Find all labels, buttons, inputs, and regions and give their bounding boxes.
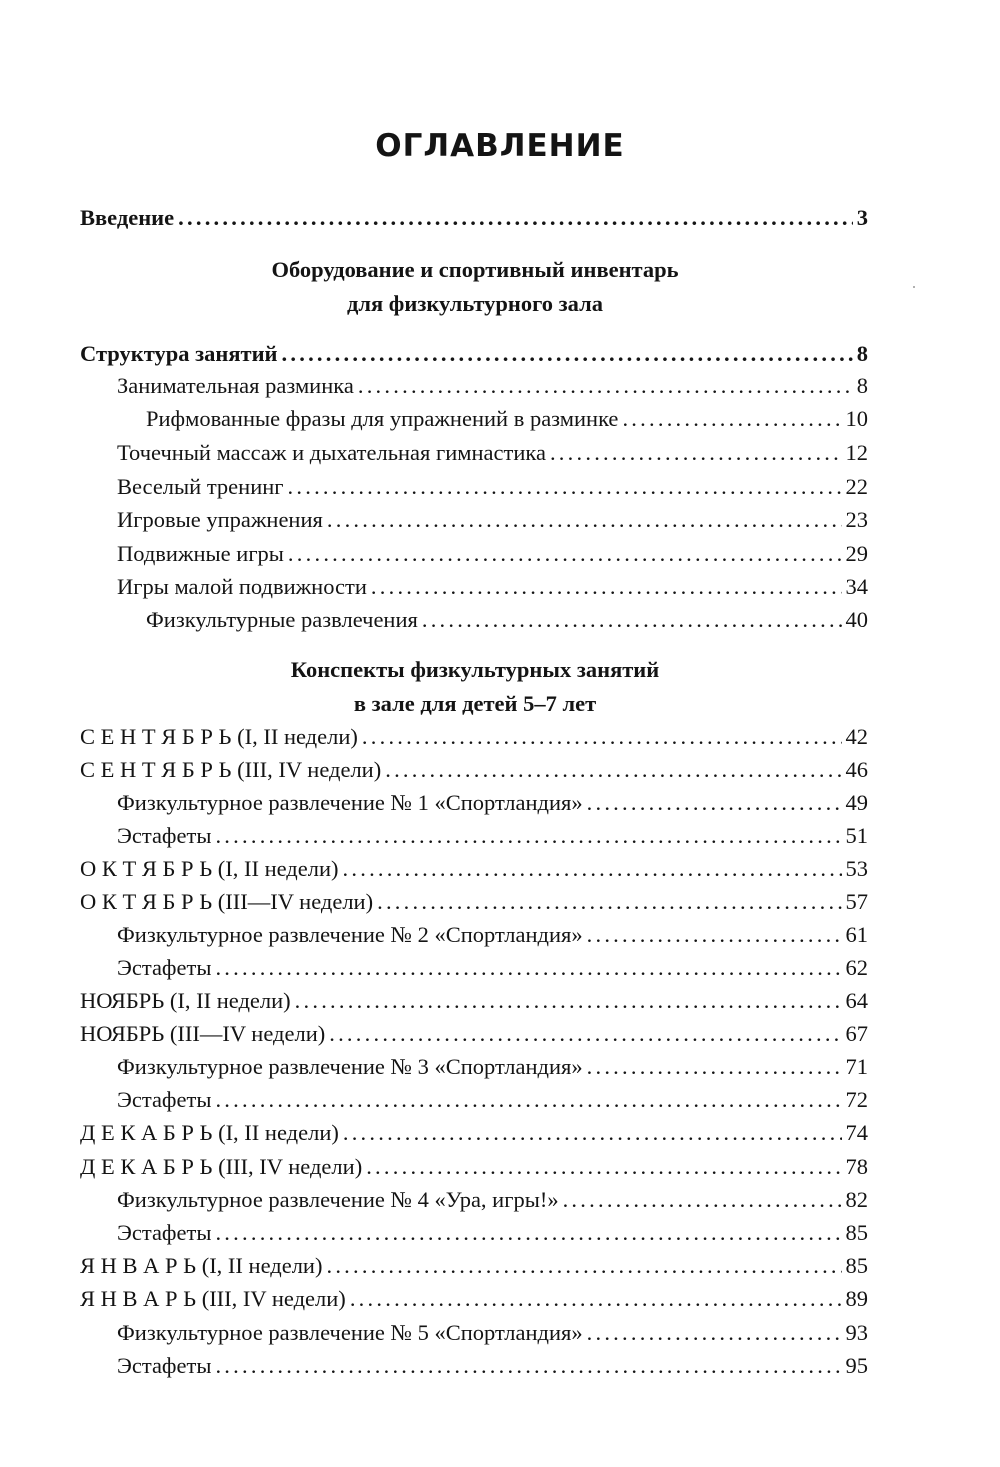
toc-entry[interactable] — [80, 1116, 868, 1150]
toc-page-number: 46 — [845, 757, 868, 782]
toc-entry-label: Физкультурные развлечения — [146, 607, 418, 632]
toc-page-number: 49 — [845, 790, 868, 815]
toc-page-number: 29 — [845, 541, 868, 566]
toc-entry-label: Физкультурное развлечение № 3 «Спортландия» — [117, 1054, 583, 1079]
toc-entry-label: Физкультурное развлечение № 2 «Спортландия» — [117, 922, 583, 947]
dot-leader — [350, 1282, 842, 1316]
section-heading-equipment-line1: Оборудование и спортивный инвентарь — [271, 257, 679, 282]
toc-entry[interactable] — [80, 1017, 868, 1051]
toc-entry-label: Я Н В А Р Ь (I, II недели) — [80, 1253, 323, 1278]
page-title: ОГЛАВЛЕНИЕ — [375, 128, 625, 164]
dot-leader — [329, 1017, 841, 1051]
toc-page-number: 12 — [845, 440, 868, 465]
dot-leader — [587, 1050, 842, 1084]
dot-leader — [282, 337, 853, 371]
toc-page-number: 93 — [845, 1320, 868, 1345]
toc-entry-label: С Е Н Т Я Б Р Ь (III, IV недели) — [80, 757, 382, 782]
toc-entry[interactable] — [117, 786, 868, 820]
dot-leader — [215, 1216, 841, 1250]
dot-leader — [178, 201, 853, 235]
toc-page-number: 42 — [845, 724, 868, 749]
toc-entry[interactable] — [117, 1316, 868, 1350]
section-heading-plans-line2: в зале для детей 5–7 лет — [353, 691, 597, 716]
toc-entry-label: Эстафеты — [117, 1220, 212, 1245]
toc-entry[interactable] — [80, 885, 868, 919]
dot-leader — [215, 1083, 841, 1117]
toc-entry-label: О К Т Я Б Р Ь (III—IV недели) — [80, 889, 374, 914]
toc-page-number: 74 — [845, 1120, 868, 1145]
toc-entry[interactable] — [117, 1349, 868, 1383]
toc-entry-label: Д Е К А Б Р Ь (I, II недели) — [80, 1120, 339, 1145]
print-speck — [913, 286, 915, 288]
toc-page-number: 3 — [856, 205, 868, 230]
toc-entry-label: Подвижные игры — [117, 541, 284, 566]
section-heading-equipment-line2: для физкультурного зала — [346, 291, 603, 316]
toc-entry-label: Эстафеты — [117, 955, 212, 980]
dot-leader — [371, 570, 842, 604]
toc-entry[interactable] — [80, 337, 868, 371]
toc-page-number: 10 — [845, 406, 868, 431]
toc-entry-label: Физкультурное развлечение № 4 «Ура, игры!» — [117, 1187, 559, 1212]
toc-entry[interactable] — [117, 570, 868, 604]
toc-page-number: 82 — [845, 1187, 868, 1212]
dot-leader — [385, 753, 841, 787]
toc-entry-label: Структура занятий — [80, 341, 278, 366]
toc-entry-label: Игровые упражнения — [117, 507, 323, 532]
toc-entry[interactable] — [80, 1282, 868, 1316]
toc-entry[interactable] — [117, 951, 868, 985]
toc-page-number: 61 — [845, 922, 868, 947]
toc-entry-label: НОЯБРЬ (III—IV недели) — [80, 1021, 326, 1046]
toc-entry[interactable] — [80, 720, 868, 754]
toc-page-number: 23 — [845, 507, 868, 532]
toc-entry-label: Веселый тренинг — [117, 474, 284, 499]
toc-page-number: 57 — [845, 889, 868, 914]
dot-leader — [295, 984, 842, 1018]
toc-page-number: 8 — [856, 373, 868, 398]
toc-entry[interactable] — [146, 402, 868, 436]
toc-entry[interactable] — [146, 603, 868, 637]
toc-page-number: 67 — [845, 1021, 868, 1046]
dot-leader — [343, 852, 842, 886]
toc-entry[interactable] — [117, 918, 868, 952]
toc-entry-intro[interactable] — [80, 201, 868, 235]
dot-leader — [215, 951, 841, 985]
toc-entry-label: Я Н В А Р Ь (III, IV недели) — [80, 1286, 346, 1311]
dot-leader — [587, 1316, 842, 1350]
toc-page-number: 95 — [845, 1353, 868, 1378]
toc-entry-label: Рифмованные фразы для упражнений в разминке — [146, 406, 619, 431]
toc-page-number: 89 — [845, 1286, 868, 1311]
dot-leader — [550, 436, 842, 470]
toc-entry[interactable] — [117, 1216, 868, 1250]
dot-leader — [215, 1349, 841, 1383]
dot-leader — [422, 603, 842, 637]
dot-leader — [215, 819, 841, 853]
dot-leader — [377, 885, 841, 919]
toc-page-number: 62 — [845, 955, 868, 980]
toc-entry-label: НОЯБРЬ (I, II недели) — [80, 988, 291, 1013]
dot-leader — [343, 1116, 842, 1150]
toc-page-number: 8 — [856, 341, 868, 366]
toc-entry[interactable] — [117, 1183, 868, 1217]
toc-entry[interactable] — [117, 369, 868, 403]
toc-entry-label: Введение — [80, 205, 175, 230]
toc-entry-label: Физкультурное развлечение № 5 «Спортландия» — [117, 1320, 583, 1345]
toc-page-number: 78 — [845, 1154, 868, 1179]
toc-page-number: 40 — [845, 607, 868, 632]
toc-entry[interactable] — [117, 470, 868, 504]
toc-page-number: 72 — [845, 1087, 868, 1112]
toc-entry-label: Физкультурное развлечение № 1 «Спортландия» — [117, 790, 583, 815]
dot-leader — [622, 402, 841, 436]
dot-leader — [362, 720, 842, 754]
toc-page-number: 51 — [845, 823, 868, 848]
toc-entry-label: Эстафеты — [117, 1087, 212, 1112]
toc-page-number: 34 — [845, 574, 868, 599]
toc-entry[interactable] — [117, 1083, 868, 1117]
toc-entry-label: Занимательная разминка — [117, 373, 354, 398]
toc-entry-label: Д Е К А Б Р Ь (III, IV недели) — [80, 1154, 363, 1179]
toc-entry[interactable] — [117, 503, 868, 537]
dot-leader — [587, 786, 842, 820]
toc-entry[interactable] — [117, 819, 868, 853]
toc-page-number: 53 — [845, 856, 868, 881]
toc-page-number: 71 — [845, 1054, 868, 1079]
dot-leader — [326, 1249, 841, 1283]
toc-entry[interactable] — [80, 1150, 868, 1184]
toc-page-number: 85 — [845, 1253, 868, 1278]
toc-entry-label: Эстафеты — [117, 1353, 212, 1378]
dot-leader — [563, 1183, 842, 1217]
dot-leader — [358, 369, 853, 403]
dot-leader — [288, 537, 842, 571]
toc-entry[interactable] — [117, 436, 868, 470]
toc-entry-label: Точечный массаж и дыхательная гимнастика — [117, 440, 546, 465]
toc-entry-label: С Е Н Т Я Б Р Ь (I, II недели) — [80, 724, 358, 749]
toc-entry[interactable] — [80, 984, 868, 1018]
toc-entry-label: О К Т Я Б Р Ь (I, II недели) — [80, 856, 339, 881]
toc-entry[interactable] — [80, 852, 868, 886]
dot-leader — [288, 470, 842, 504]
dot-leader — [587, 918, 842, 952]
toc-page-number: 22 — [845, 474, 868, 499]
toc-entry[interactable] — [80, 1249, 868, 1283]
toc-page-number: 64 — [845, 988, 868, 1013]
toc-entry[interactable] — [117, 1050, 868, 1084]
toc-entry-label: Игры малой подвижности — [117, 574, 367, 599]
dot-leader — [366, 1150, 841, 1184]
toc-entry[interactable] — [117, 537, 868, 571]
toc-entry[interactable] — [80, 753, 868, 787]
section-heading-plans-line1: Конспекты физкультурных занятий — [290, 657, 660, 682]
toc-page-number: 85 — [845, 1220, 868, 1245]
toc-entry-label: Эстафеты — [117, 823, 212, 848]
dot-leader — [327, 503, 842, 537]
